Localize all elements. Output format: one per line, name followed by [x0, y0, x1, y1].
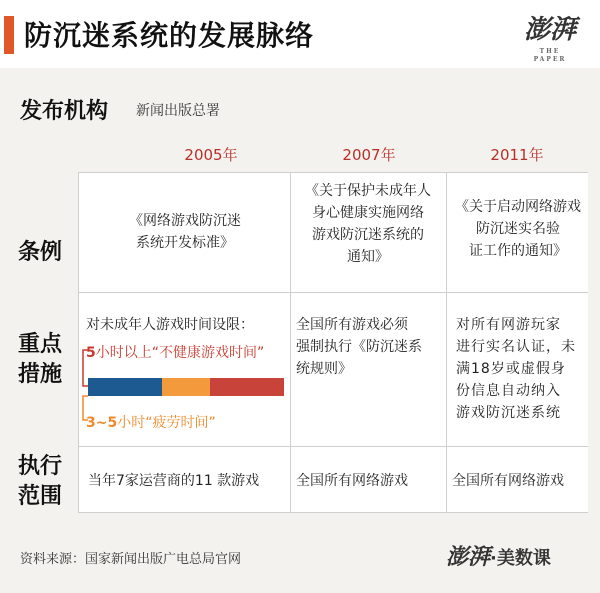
time-bar-normal — [88, 378, 162, 396]
regulation-2011: 《关于启动网络游戏 防沉迷实名验 证工作的通知》 — [455, 199, 581, 259]
grid-line — [290, 172, 291, 512]
footer-logo-suffix: ·美数课 — [490, 548, 551, 569]
measures-fatigue-time: 3~5小时“疲劳时间” — [86, 415, 216, 431]
regulation-2005: 《网络游戏防沉迷 系统开发标准》 — [129, 213, 241, 251]
accent-stripe — [4, 16, 14, 54]
row-label-measures: 重点 措施 — [18, 332, 63, 387]
page-title: 防沉迷系统的发展脉络 — [24, 19, 315, 52]
logo-text: 澎湃 — [523, 15, 576, 45]
scope-2005: 当年7家运营商的11 款游戏 — [88, 473, 260, 489]
footer-logo-mark: 澎湃 — [446, 544, 491, 570]
scope-2011: 全国所有网络游戏 — [452, 473, 564, 489]
grid-line — [78, 512, 588, 513]
row-label-regulation: 条例 — [18, 240, 63, 265]
measures-2011: 对所有网游玩家 进行实名认证，未 满18岁或虚假身 份信息自动纳入 游戏防沉迷系统 — [456, 317, 576, 421]
logo-subtext: THE PAPER — [533, 48, 567, 63]
header-bar — [0, 0, 600, 68]
measures-2005-intro: 对未成年人游戏时间设限： — [86, 317, 254, 333]
section-title: 发布机构 — [20, 99, 109, 124]
year-2005: 2005年 — [184, 146, 238, 164]
regulation-2007: 《关于保护未成年人 身心健康实施网络 游戏防沉迷系统的 通知》 — [305, 183, 431, 265]
section-subtitle: 新闻出版总署 — [136, 103, 220, 119]
year-2011: 2011年 — [490, 146, 544, 164]
measures-unhealthy-time: 5小时以上“不健康游戏时间” — [86, 345, 265, 361]
grid-line — [446, 172, 447, 512]
scope-2007: 全国所有网络游戏 — [296, 473, 408, 489]
thepaper-logo — [514, 12, 586, 63]
measures-2007: 全国所有游戏必须 强制执行《防沉迷系 统规则》 — [296, 317, 422, 377]
grid-line — [78, 292, 588, 293]
grid-line — [78, 172, 588, 173]
grid-line — [78, 172, 79, 512]
year-2007: 2007年 — [342, 146, 396, 164]
grid-line — [78, 446, 588, 447]
time-bar-fatigue — [162, 378, 210, 396]
footer-logo — [446, 540, 591, 576]
source-note: 资料来源：国家新闻出版广电总局官网 — [20, 552, 242, 567]
row-label-scope: 执行 范围 — [18, 454, 63, 509]
time-bar-unhealthy — [210, 378, 284, 396]
